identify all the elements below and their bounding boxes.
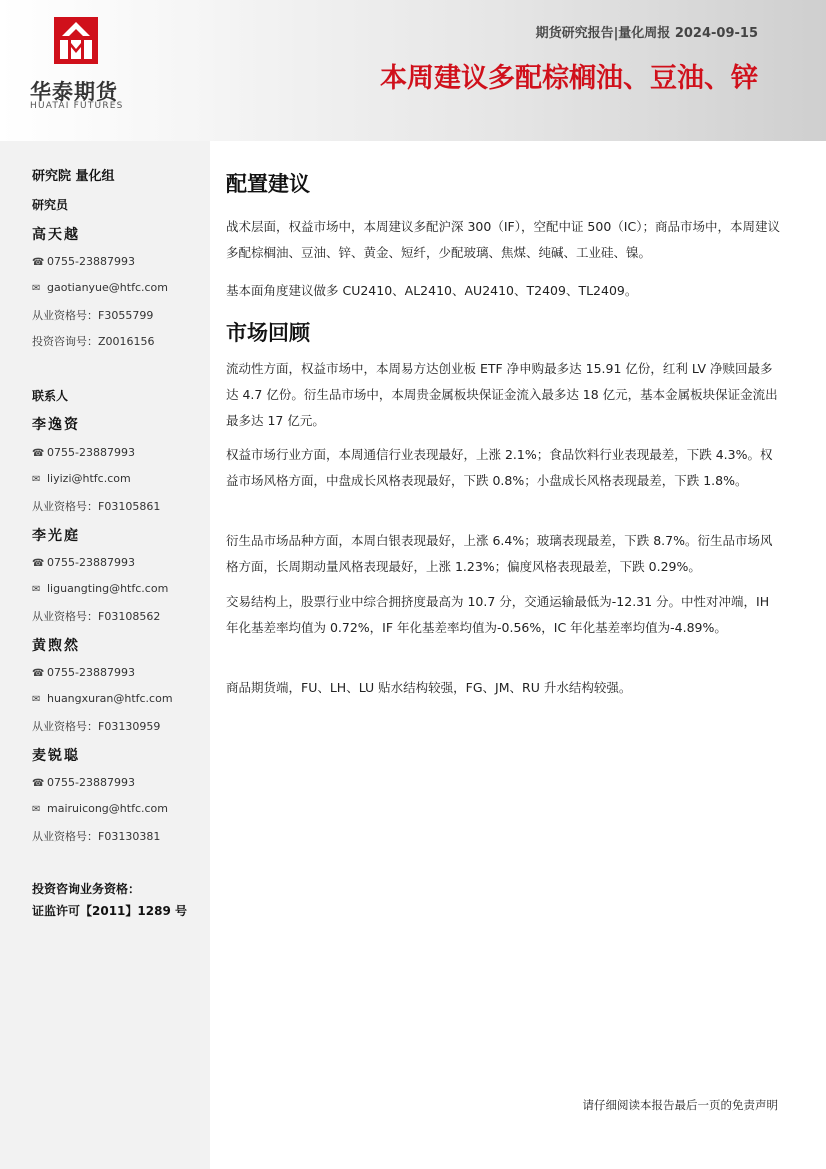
researcher-invest-number: 投资咨询号：Z0016156	[32, 335, 155, 348]
report-type-date: 期货研究报告|量化周报 2024-09-15	[535, 26, 758, 41]
disclaimer-note: 请仔细阅读本报告最后一页的免责声明	[582, 1098, 778, 1112]
phone-text: 0755-23887993	[47, 556, 135, 569]
phone-text: 0755-23887993	[47, 255, 135, 268]
contact-email[interactable]	[32, 472, 131, 485]
paragraph: 商品期货端，FU、LH、LU 贴水结构较强，FG、JM、RU 升水结构较强。	[226, 680, 632, 695]
email-text[interactable]: mairuicong@htfc.com	[47, 802, 168, 815]
phone-text: 0755-23887993	[47, 776, 135, 789]
contact-email[interactable]	[32, 802, 168, 815]
logo-chinese-name: 华泰期货	[30, 80, 118, 104]
email-text[interactable]: huangxuran@htfc.com	[47, 692, 173, 705]
contact-phone	[32, 556, 135, 569]
contact-qualification: 从业资格号：F03130381	[32, 830, 161, 843]
researcher-qualification: 从业资格号：F3055799	[32, 309, 154, 322]
paragraph: 衍生品市场品种方面，本周白银表现最好，上涨 6.4%；玻璃表现最差，下跌 8.7%。衍生品市场风格方面，长周期动量风格表现最好，上涨 1.23%；偏度风格表现最差，下跌 0.29%。	[226, 533, 773, 574]
researcher-name: 高天越	[32, 227, 80, 243]
logo-english-name: HUATAI FUTURES	[30, 101, 124, 111]
contact-name: 李光庭	[32, 528, 80, 544]
contact-email[interactable]	[32, 582, 168, 595]
researcher-email[interactable]	[32, 281, 168, 294]
paragraph: 流动性方面，权益市场中，本周易方达创业板 ETF 净申购最多达 15.91 亿份，红利 LV 净赎回最多达 4.7 亿份。衍生品市场中，本周贵金属板块保证金流入最多达 18 亿元，基本金属板块保证金流出最多达 17 亿元。	[226, 361, 778, 428]
section-title-market-review: 市场回顾	[226, 321, 310, 345]
department-label: 研究院 量化组	[32, 169, 115, 184]
paragraph: 权益市场行业方面，本周通信行业表现最好，上涨 2.1%；食品饮料行业表现最差，下跌 4.3%。权益市场风格方面，中盘成长风格表现最好，下跌 0.8%；小盘成长风格表现最差，下跌 1.8%。	[226, 447, 773, 488]
phone-icon: ☎	[32, 558, 45, 569]
phone-text: 0755-23887993	[47, 666, 135, 679]
contact-name: 黄煦然	[32, 638, 80, 654]
contact-phone	[32, 776, 135, 789]
phone-text: 0755-23887993	[47, 446, 135, 459]
contacts-label: 联系人	[32, 389, 69, 403]
paragraph: 战术层面，权益市场中，本周建议多配沪深 300（IF），空配中证 500（IC）；商品市场中，本周建议多配棕榈油、豆油、锌、黄金、短纤，少配玻璃、焦煤、纯碱、工业硅、镍。	[226, 219, 780, 260]
mail-icon: ✉	[32, 694, 41, 705]
email-text[interactable]: liguangting@htfc.com	[47, 582, 169, 595]
mail-icon: ✉	[32, 474, 41, 485]
phone-icon: ☎	[32, 448, 45, 459]
phone-icon: ☎	[32, 668, 45, 679]
mail-icon: ✉	[32, 283, 41, 294]
email-text[interactable]: gaotianyue@htfc.com	[47, 281, 168, 294]
mail-icon: ✉	[32, 584, 41, 595]
report-header	[0, 0, 826, 141]
paragraph: 基本面角度建议做多 CU2410、AL2410、AU2410、T2409、TL2409。	[226, 283, 638, 298]
contact-phone	[32, 666, 135, 679]
author-sidebar	[0, 141, 210, 1169]
report-title: 本周建议多配棕榈油、豆油、锌	[380, 63, 758, 94]
paragraph: 交易结构上，股票行业中综合拥挤度最高为 10.7 分，交通运输最低为-12.31 分。中性对冲端，IH 年化基差率均值为 0.72%，IF 年化基差率均值为-0.56%，IC 年化基差率均值为-4.89%。	[226, 594, 770, 635]
contact-email[interactable]	[32, 692, 173, 705]
phone-icon: ☎	[32, 257, 45, 268]
researcher-phone	[32, 255, 135, 268]
huatai-logo-icon	[54, 17, 98, 64]
email-text[interactable]: liyizi@htfc.com	[47, 472, 131, 485]
phone-icon: ☎	[32, 778, 45, 789]
contact-phone	[32, 446, 135, 459]
mail-icon: ✉	[32, 804, 41, 815]
contact-name: 李逸资	[32, 417, 80, 433]
contact-qualification: 从业资格号：F03130959	[32, 720, 161, 733]
researcher-label: 研究员	[32, 198, 69, 212]
license-number: 证监许可【2011】1289 号	[32, 904, 187, 918]
section-title-allocation: 配置建议	[226, 172, 310, 196]
contact-qualification: 从业资格号：F03108562	[32, 610, 161, 623]
contact-qualification: 从业资格号：F03105861	[32, 500, 161, 513]
contact-name: 麦锐聪	[32, 748, 80, 764]
license-label: 投资咨询业务资格：	[32, 882, 141, 896]
